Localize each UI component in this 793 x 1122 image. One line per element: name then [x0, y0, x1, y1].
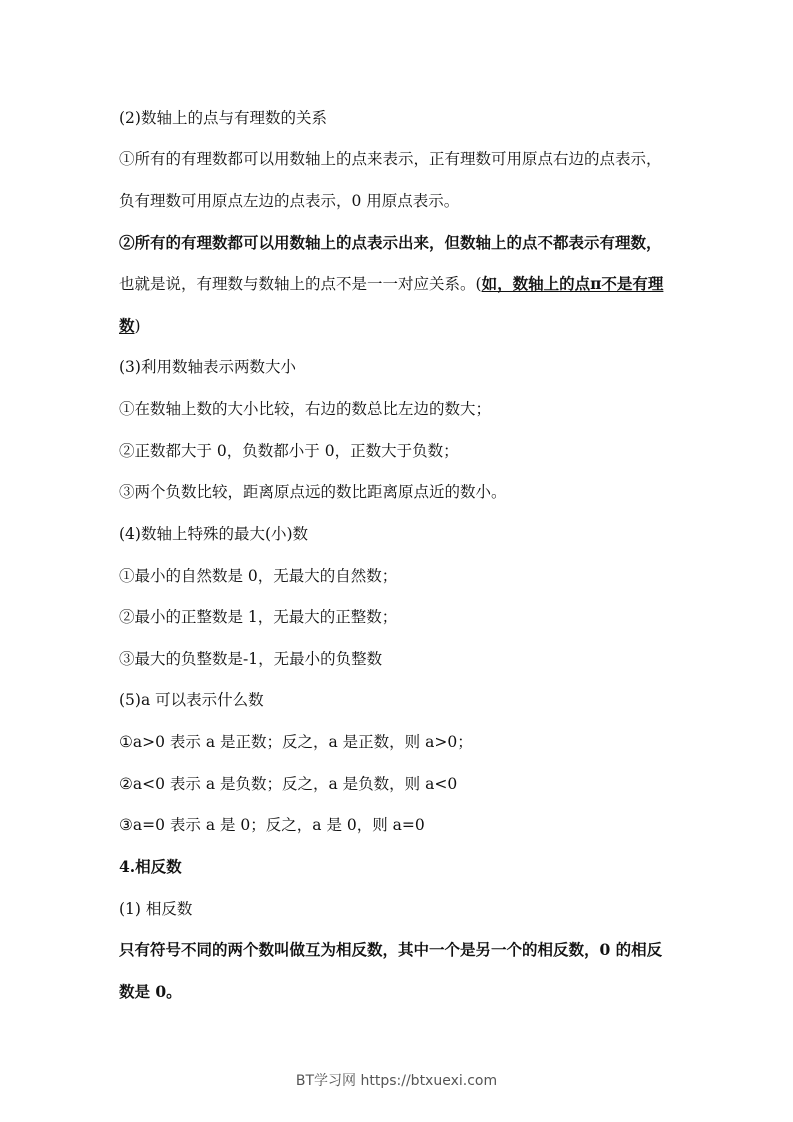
opposite-numbers-definition-line-1: 只有符号不同的两个数叫做互为相反数，其中一个是另一个的相反数，0 的相反: [119, 940, 663, 959]
section-4-title: (4)数轴上特殊的最大(小)数: [119, 525, 309, 543]
section-5-item-3: ③a=0 表示 a 是 0；反之，a 是 0，则 a=0: [119, 816, 425, 834]
section-2-item-1-line-2: 负有理数可用原点左边的点表示，0 用原点表示。: [119, 192, 460, 210]
section-2-item-2-line-3: [119, 315, 679, 337]
opposite-numbers-subtitle: (1) 相反数: [119, 900, 193, 918]
section-3-item-2: ②正数都大于 0，负数都小于 0，正数大于负数；: [119, 442, 459, 460]
section-2-example-text: 如，数轴上的点π不是有理: [481, 274, 664, 293]
opposite-numbers-heading: 4.相反数: [119, 857, 182, 876]
section-2-example-text-end: 数: [119, 316, 135, 335]
section-2-item-2-line-2: [119, 273, 679, 295]
section-5-item-1: ①a>0 表示 a 是正数；反之，a 是正数，则 a>0；: [119, 733, 473, 751]
section-3-item-1: ①在数轴上数的大小比较，右边的数总比左边的数大；: [119, 400, 492, 418]
opposite-numbers-definition-line-2: 数是 0。: [119, 982, 182, 1001]
section-5-title: (5)a 可以表示什么数: [119, 691, 264, 709]
section-4-item-2: ②最小的正整数是 1，无最大的正整数；: [119, 608, 398, 626]
section-2-closing-paren: ): [134, 317, 141, 335]
section-5-item-2: ②a<0 表示 a 是负数；反之，a 是负数，则 a<0: [119, 775, 458, 793]
footer-watermark: BT学习网 https://btxuexi.com: [295, 1073, 498, 1089]
section-2-title: (2)数轴上的点与有理数的关系: [119, 109, 327, 127]
section-2-item-2-line-1: ②所有的有理数都可以用数轴上的点表示出来，但数轴上的点不都表示有理数，: [119, 233, 662, 252]
section-3-title: (3)利用数轴表示两数大小: [119, 358, 296, 376]
section-4-item-1: ①最小的自然数是 0，无最大的自然数；: [119, 567, 398, 585]
section-2-item-1-line-1: ①所有的有理数都可以用数轴上的点来表示，正有理数可用原点右边的点表示，: [119, 150, 662, 168]
section-4-item-3: ③最大的负整数是-1，无最小的负整数: [119, 650, 383, 668]
section-2-item-2-line-2-text: 也就是说，有理数与数轴上的点不是一一对应关系。(: [119, 275, 482, 293]
section-3-item-3: ③两个负数比较，距离原点远的数比距离原点近的数小。: [119, 483, 507, 501]
